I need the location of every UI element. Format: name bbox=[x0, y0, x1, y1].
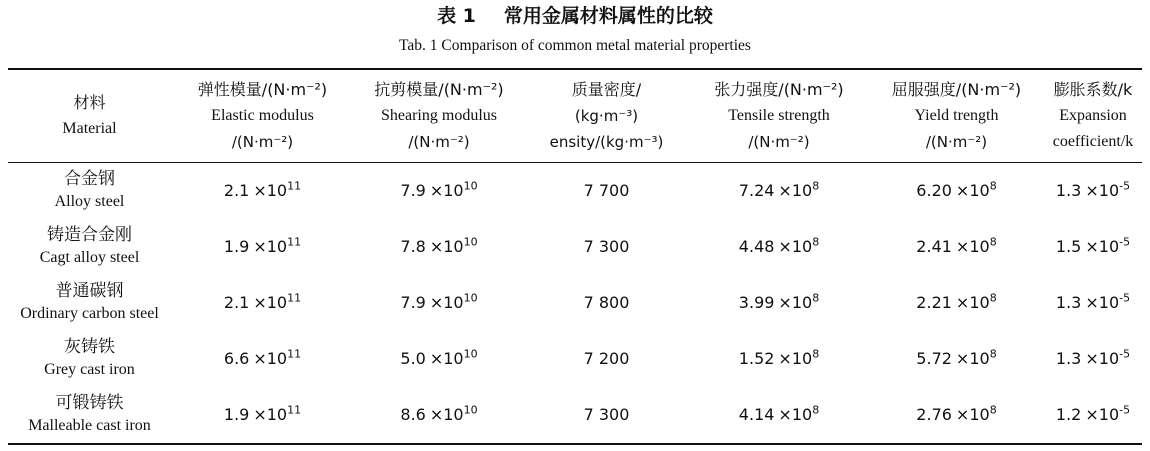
header-yield-strength bbox=[869, 70, 1044, 162]
header-shear-en: Shearing modulus bbox=[381, 107, 497, 124]
cell-expansion-coefficient-mantissa: 1.3 bbox=[1055, 293, 1082, 313]
cell-expansion-coefficient-exponent: -5 bbox=[1119, 179, 1131, 193]
cell-yield-strength bbox=[869, 218, 1044, 274]
times-ten-sign: ×10 bbox=[253, 405, 288, 425]
cell-expansion-coefficient-exponent: -5 bbox=[1119, 235, 1131, 249]
cell-density bbox=[524, 386, 689, 442]
header-tensile-unit: /(N·m⁻²) bbox=[748, 133, 810, 151]
material-name-cn: 灰铸铁 bbox=[64, 337, 115, 357]
cell-expansion-coefficient bbox=[1044, 162, 1142, 218]
cell-expansion-coefficient-mantissa: 1.5 bbox=[1055, 237, 1082, 257]
header-tensile-en: Tensile strength bbox=[728, 107, 830, 124]
table-caption-chinese bbox=[0, 4, 1150, 28]
material-name-cn: 普通碳钢 bbox=[55, 281, 124, 301]
cell-material bbox=[8, 162, 171, 218]
cell-elastic-modulus bbox=[171, 162, 354, 218]
header-shearing-modulus bbox=[354, 70, 524, 162]
header-row bbox=[8, 70, 1142, 162]
density-value: 7 700 bbox=[583, 180, 630, 200]
header-material bbox=[8, 70, 171, 162]
cell-shearing-modulus-exponent: 10 bbox=[463, 235, 478, 249]
cell-shearing-modulus bbox=[354, 274, 524, 330]
header-density-unit: ensity/(kg·m⁻³) bbox=[549, 133, 664, 151]
cell-elastic-modulus-mantissa: 1.9 bbox=[223, 237, 250, 257]
times-ten-sign: ×10 bbox=[778, 181, 813, 201]
cell-shearing-modulus bbox=[354, 330, 524, 386]
cell-yield-strength bbox=[869, 330, 1044, 386]
cell-tensile-strength-exponent: 8 bbox=[812, 291, 820, 305]
table-row bbox=[8, 386, 1142, 442]
cell-tensile-strength bbox=[689, 162, 869, 218]
header-material-en: Material bbox=[62, 120, 117, 137]
cell-tensile-strength-mantissa: 7.24 bbox=[738, 181, 775, 201]
cell-elastic-modulus bbox=[171, 218, 354, 274]
cell-material bbox=[8, 330, 171, 386]
cell-shearing-modulus-exponent: 10 bbox=[463, 179, 478, 193]
times-ten-sign: ×10 bbox=[429, 293, 464, 313]
table-body bbox=[8, 162, 1142, 442]
cell-elastic-modulus-exponent: 11 bbox=[287, 291, 302, 305]
cell-yield-strength bbox=[869, 274, 1044, 330]
cell-yield-strength-exponent: 8 bbox=[989, 403, 997, 417]
times-ten-sign: ×10 bbox=[1085, 237, 1120, 257]
cell-yield-strength-exponent: 8 bbox=[989, 179, 997, 193]
cell-density bbox=[524, 330, 689, 386]
times-ten-sign: ×10 bbox=[429, 405, 464, 425]
times-ten-sign: ×10 bbox=[955, 237, 990, 257]
cell-expansion-coefficient bbox=[1044, 330, 1142, 386]
times-ten-sign: ×10 bbox=[253, 349, 288, 369]
cell-density bbox=[524, 218, 689, 274]
table-header bbox=[8, 70, 1142, 162]
cell-expansion-coefficient-exponent: -5 bbox=[1119, 291, 1131, 305]
density-value: 7 300 bbox=[583, 236, 630, 256]
times-ten-sign: ×10 bbox=[955, 349, 990, 369]
times-ten-sign: ×10 bbox=[778, 349, 813, 369]
cell-yield-strength-exponent: 8 bbox=[989, 291, 997, 305]
cell-shearing-modulus-mantissa: 5.0 bbox=[400, 349, 426, 369]
times-ten-sign: ×10 bbox=[429, 349, 464, 369]
times-ten-sign: ×10 bbox=[955, 405, 990, 425]
header-yield-cn: 屈服强度/(N·m⁻²) bbox=[891, 80, 1022, 99]
cell-shearing-modulus-mantissa: 8.6 bbox=[400, 405, 426, 425]
cell-elastic-modulus-mantissa: 6.6 bbox=[223, 349, 250, 369]
cell-yield-strength-mantissa: 6.20 bbox=[916, 181, 952, 201]
cell-yield-strength-mantissa: 2.21 bbox=[916, 293, 952, 313]
cell-yield-strength-mantissa: 2.76 bbox=[916, 405, 952, 425]
material-name-en: Malleable cast iron bbox=[28, 417, 151, 434]
cell-elastic-modulus bbox=[171, 386, 354, 442]
cell-yield-strength bbox=[869, 162, 1044, 218]
times-ten-sign: ×10 bbox=[778, 237, 813, 257]
cell-elastic-modulus-mantissa: 2.1 bbox=[223, 293, 250, 313]
cell-yield-strength bbox=[869, 386, 1044, 442]
cell-material bbox=[8, 386, 171, 442]
cell-tensile-strength-exponent: 8 bbox=[812, 347, 820, 361]
times-ten-sign: ×10 bbox=[1085, 405, 1120, 425]
cell-elastic-modulus bbox=[171, 330, 354, 386]
cell-tensile-strength-mantissa: 3.99 bbox=[738, 293, 775, 313]
bottom-rule bbox=[8, 443, 1142, 445]
cell-shearing-modulus-exponent: 10 bbox=[463, 403, 478, 417]
cell-elastic-modulus bbox=[171, 274, 354, 330]
cell-material bbox=[8, 218, 171, 274]
cell-shearing-modulus-exponent: 10 bbox=[463, 347, 478, 361]
material-name-cn: 铸造合金刚 bbox=[47, 225, 132, 245]
times-ten-sign: ×10 bbox=[778, 293, 813, 313]
cell-expansion-coefficient-mantissa: 1.3 bbox=[1055, 181, 1082, 201]
material-name-en: Cagt alloy steel bbox=[39, 249, 140, 266]
cell-material bbox=[8, 274, 171, 330]
cell-tensile-strength bbox=[689, 386, 869, 442]
header-elastic-en: Elastic modulus bbox=[211, 107, 314, 124]
cell-shearing-modulus bbox=[354, 162, 524, 218]
table-row bbox=[8, 330, 1142, 386]
times-ten-sign: ×10 bbox=[955, 293, 990, 313]
density-value: 7 800 bbox=[583, 292, 630, 312]
cell-shearing-modulus bbox=[354, 218, 524, 274]
times-ten-sign: ×10 bbox=[429, 181, 464, 201]
density-value: 7 200 bbox=[583, 348, 630, 368]
times-ten-sign: ×10 bbox=[253, 293, 288, 313]
cell-tensile-strength-mantissa: 1.52 bbox=[738, 349, 775, 369]
cell-shearing-modulus-mantissa: 7.8 bbox=[400, 237, 426, 257]
header-density-unit-top: (kg·m⁻³) bbox=[574, 107, 639, 125]
cell-elastic-modulus-mantissa: 1.9 bbox=[223, 405, 250, 425]
material-name-en: Grey cast iron bbox=[44, 361, 135, 378]
cell-elastic-modulus-exponent: 11 bbox=[287, 403, 302, 417]
times-ten-sign: ×10 bbox=[253, 237, 288, 257]
cell-tensile-strength bbox=[689, 330, 869, 386]
cell-expansion-coefficient-mantissa: 1.2 bbox=[1055, 405, 1082, 425]
table-row bbox=[8, 218, 1142, 274]
header-density-cn: 质量密度/ bbox=[571, 80, 642, 99]
header-shear-unit: /(N·m⁻²) bbox=[408, 133, 470, 151]
cell-tensile-strength-mantissa: 4.14 bbox=[738, 405, 775, 425]
cell-shearing-modulus-exponent: 10 bbox=[463, 291, 478, 305]
cell-density bbox=[524, 274, 689, 330]
header-density bbox=[524, 70, 689, 162]
cell-tensile-strength-mantissa: 4.48 bbox=[738, 237, 775, 257]
cell-elastic-modulus-mantissa: 2.1 bbox=[223, 181, 250, 201]
times-ten-sign: ×10 bbox=[1085, 293, 1120, 313]
cell-tensile-strength-exponent: 8 bbox=[812, 403, 820, 417]
cell-tensile-strength bbox=[689, 274, 869, 330]
header-shear-cn: 抗剪模量/(N·m⁻²) bbox=[374, 80, 504, 99]
material-name-cn: 合金钢 bbox=[64, 169, 115, 189]
header-tensile-strength bbox=[689, 70, 869, 162]
header-elastic-unit: /(N·m⁻²) bbox=[231, 133, 294, 151]
cell-shearing-modulus-mantissa: 7.9 bbox=[400, 181, 426, 201]
cell-shearing-modulus bbox=[354, 386, 524, 442]
table-number: 表 1 bbox=[437, 5, 476, 27]
cell-elastic-modulus-exponent: 11 bbox=[287, 179, 302, 193]
cell-expansion-coefficient-exponent: -5 bbox=[1119, 403, 1131, 417]
cell-elastic-modulus-exponent: 11 bbox=[287, 347, 302, 361]
cell-elastic-modulus-exponent: 11 bbox=[287, 235, 302, 249]
table-row bbox=[8, 162, 1142, 218]
header-yield-en: Yield trength bbox=[914, 107, 999, 124]
cell-expansion-coefficient-exponent: -5 bbox=[1119, 347, 1131, 361]
header-tensile-cn: 张力强度/(N·m⁻²) bbox=[714, 80, 844, 99]
cell-expansion-coefficient bbox=[1044, 386, 1142, 442]
cell-expansion-coefficient bbox=[1044, 274, 1142, 330]
header-expansion-unit: coefficient/k bbox=[1052, 133, 1134, 150]
cell-yield-strength-mantissa: 5.72 bbox=[916, 349, 952, 369]
header-expansion-en: Expansion bbox=[1059, 107, 1127, 124]
cell-tensile-strength-exponent: 8 bbox=[812, 235, 820, 249]
header-elastic-cn: 弹性模量/(N·m⁻²) bbox=[197, 80, 328, 99]
cell-yield-strength-exponent: 8 bbox=[989, 347, 997, 361]
table-title-chinese: 常用金属材料属性的比较 bbox=[503, 5, 713, 27]
material-name-cn: 可锻铸铁 bbox=[55, 393, 124, 413]
table-caption-english: Tab. 1 Comparison of common metal material properties bbox=[399, 37, 751, 54]
times-ten-sign: ×10 bbox=[1085, 181, 1120, 201]
material-name-en: Alloy steel bbox=[54, 193, 125, 210]
cell-expansion-coefficient bbox=[1044, 218, 1142, 274]
cell-tensile-strength bbox=[689, 218, 869, 274]
times-ten-sign: ×10 bbox=[253, 181, 288, 201]
times-ten-sign: ×10 bbox=[429, 237, 464, 257]
header-expansion-coefficient bbox=[1044, 70, 1142, 162]
header-yield-unit: /(N·m⁻²) bbox=[925, 133, 988, 151]
cell-yield-strength-exponent: 8 bbox=[989, 235, 997, 249]
cell-yield-strength-mantissa: 2.41 bbox=[916, 237, 952, 257]
cell-shearing-modulus-mantissa: 7.9 bbox=[400, 293, 426, 313]
material-name-en: Ordinary carbon steel bbox=[20, 305, 159, 322]
times-ten-sign: ×10 bbox=[778, 405, 813, 425]
times-ten-sign: ×10 bbox=[955, 181, 990, 201]
density-value: 7 300 bbox=[583, 404, 630, 424]
header-material-cn: 材料 bbox=[73, 93, 106, 112]
times-ten-sign: ×10 bbox=[1085, 349, 1120, 369]
cell-density bbox=[524, 162, 689, 218]
cell-tensile-strength-exponent: 8 bbox=[812, 179, 820, 193]
table-row bbox=[8, 274, 1142, 330]
cell-expansion-coefficient-mantissa: 1.3 bbox=[1055, 349, 1082, 369]
header-expansion-cn: 膨胀系数/k bbox=[1053, 80, 1133, 99]
metal-properties-table bbox=[8, 70, 1142, 442]
header-elastic-modulus bbox=[171, 70, 354, 162]
